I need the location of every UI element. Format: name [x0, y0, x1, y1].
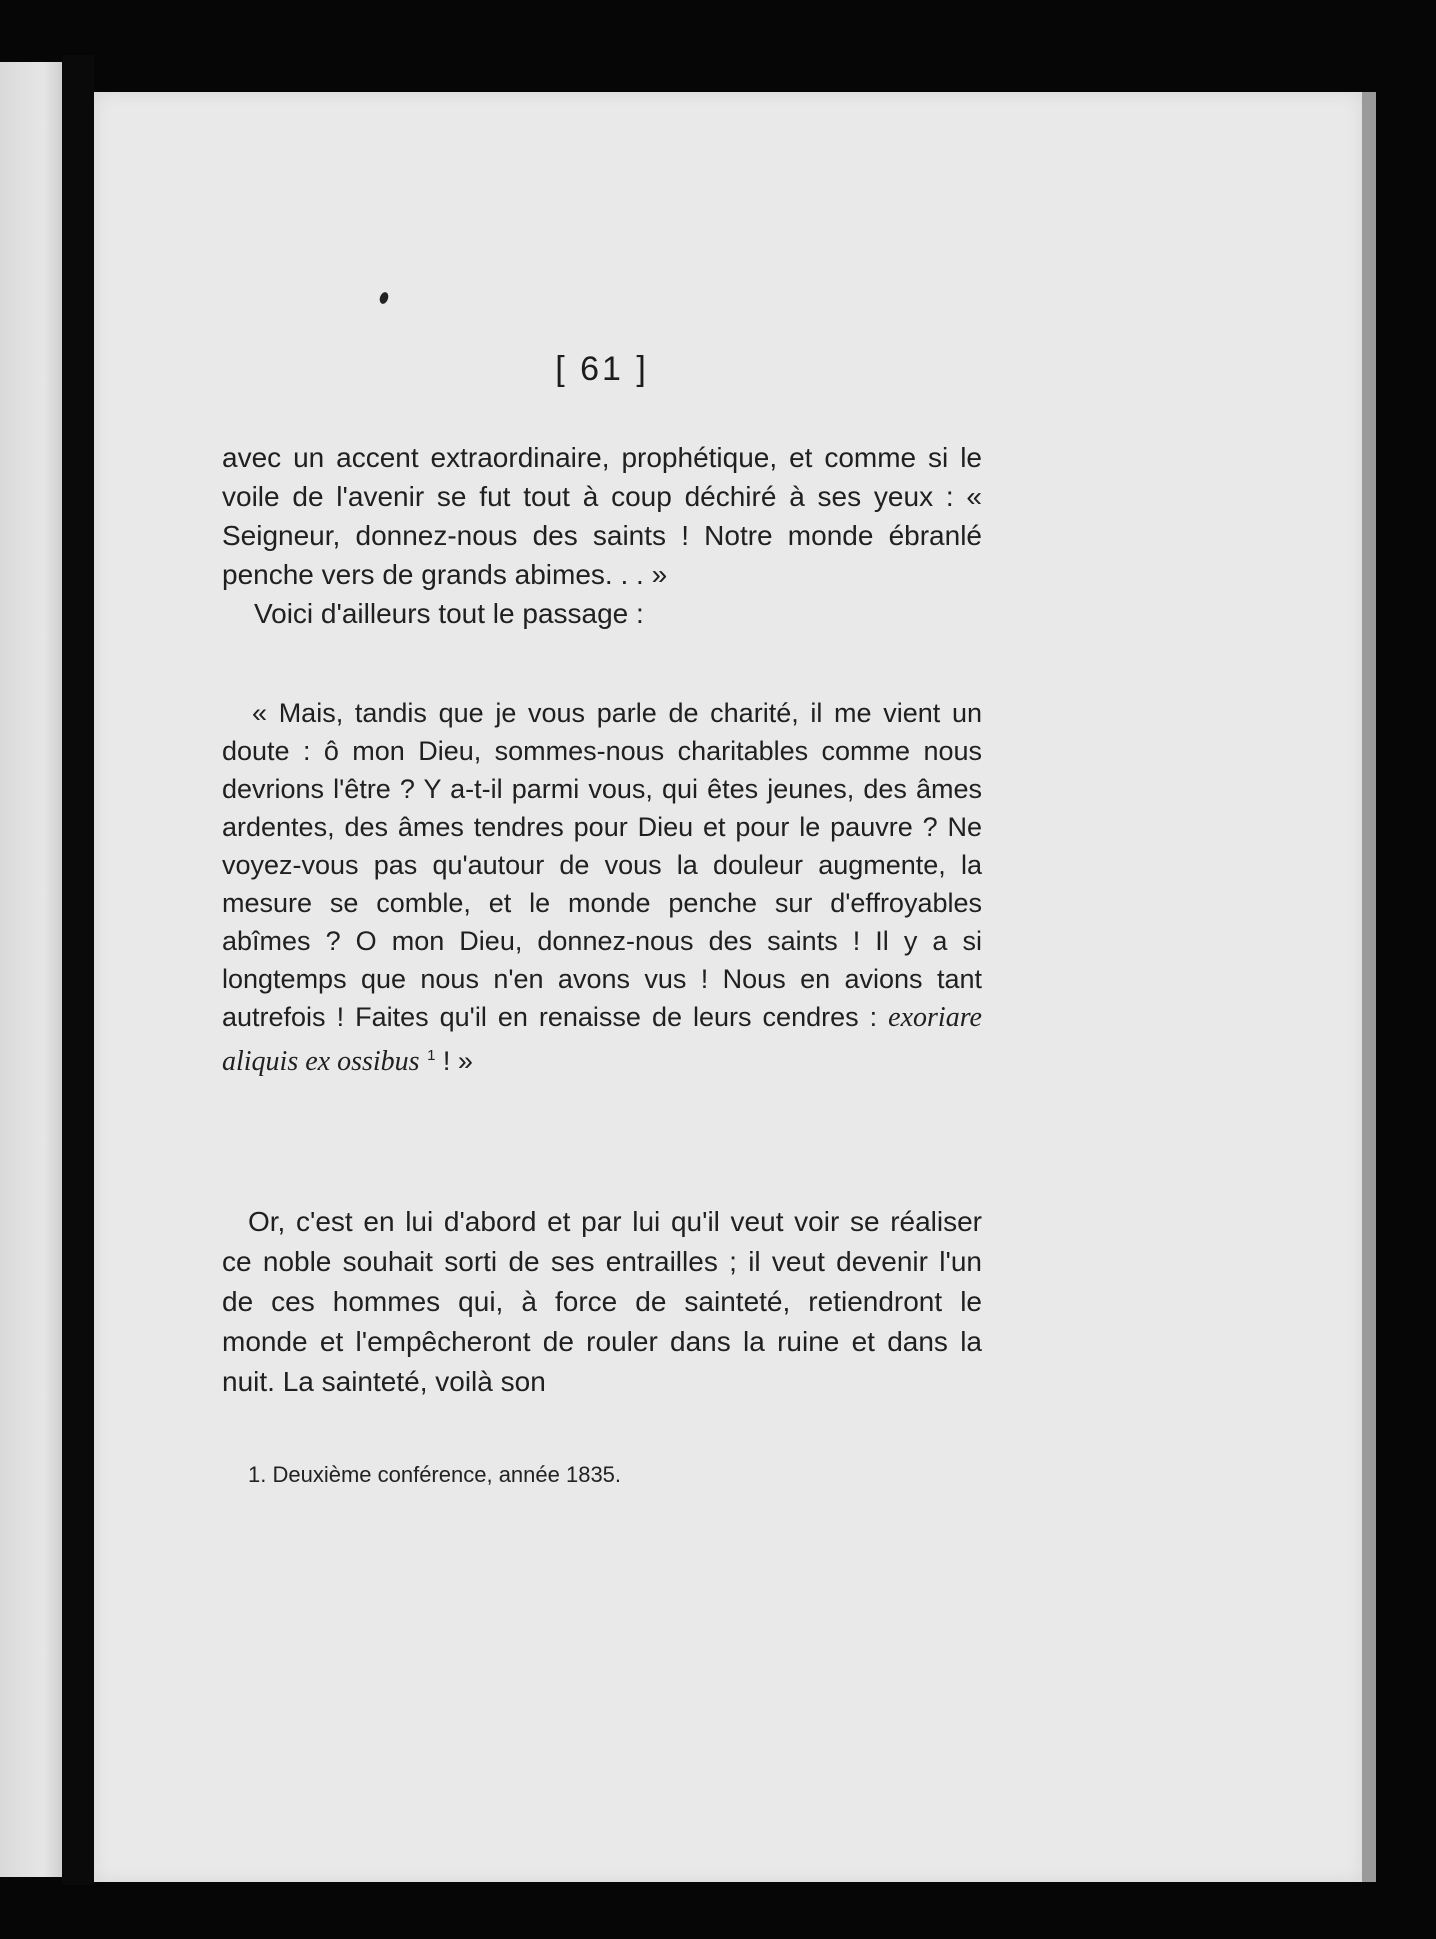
- paragraph-3: Or, c'est en lui d'abord et par lui qu'il veut voir se réaliser ce noble souhait sorti de ses entrailles ; il veut devenir l'un de ces hommes qui, à force de sainteté, retiendront le monde et l'empêcheront de rouler dans la ruine et dans la nuit. La sainteté, voilà son: [222, 1206, 982, 1397]
- text-block-bottom: [222, 1202, 982, 1402]
- quotation-paragraph: [222, 694, 982, 1081]
- quotation-text: « Mais, tandis que je vous parle de charité, il me vient un doute : ô mon Dieu, sommes-nous charitables comme nous devrions l'être ? Y a-t-il parmi vous, qui êtes jeunes, des âmes ardentes, des âmes tendres pour Dieu et pour le pauvre ? Ne voyez-vous pas qu'autour de vous la douleur augmente, la mesure se comble, et le monde penche sur d'effroyables abîmes ? O mon Dieu, donnez-nous des saints ! Il y a si longtemps que nous n'en avons vus ! Nous en avions tant autrefois ! Faites qu'il en renaisse de leurs cendres :: [222, 698, 982, 1032]
- latin-quotation: exoriare aliquis ex ossibus: [222, 1002, 982, 1077]
- page-number: [ 61 ]: [555, 350, 649, 388]
- left-page-edge: [0, 62, 62, 1877]
- footnote-reference: 1: [427, 1047, 436, 1064]
- paragraph-1: avec un accent extraordinaire, prophétique, et comme si le voile de l'avenir se fut tout à coup déchiré à ses yeux : « Seigneur, donnez-nous des saints ! Notre monde ébranlé penche vers de grands abimes. . . »: [222, 442, 982, 590]
- text-block-top: [222, 438, 982, 633]
- quotation-ending: ! »: [435, 1046, 473, 1076]
- paragraph-2: Voici d'ailleurs tout le passage :: [254, 598, 644, 629]
- quotation-block: [222, 694, 982, 1081]
- right-page-edge: [1362, 92, 1376, 1882]
- footnote: 1. Deuxième conférence, année 1835.: [248, 1462, 622, 1487]
- book-gutter: [62, 55, 94, 1885]
